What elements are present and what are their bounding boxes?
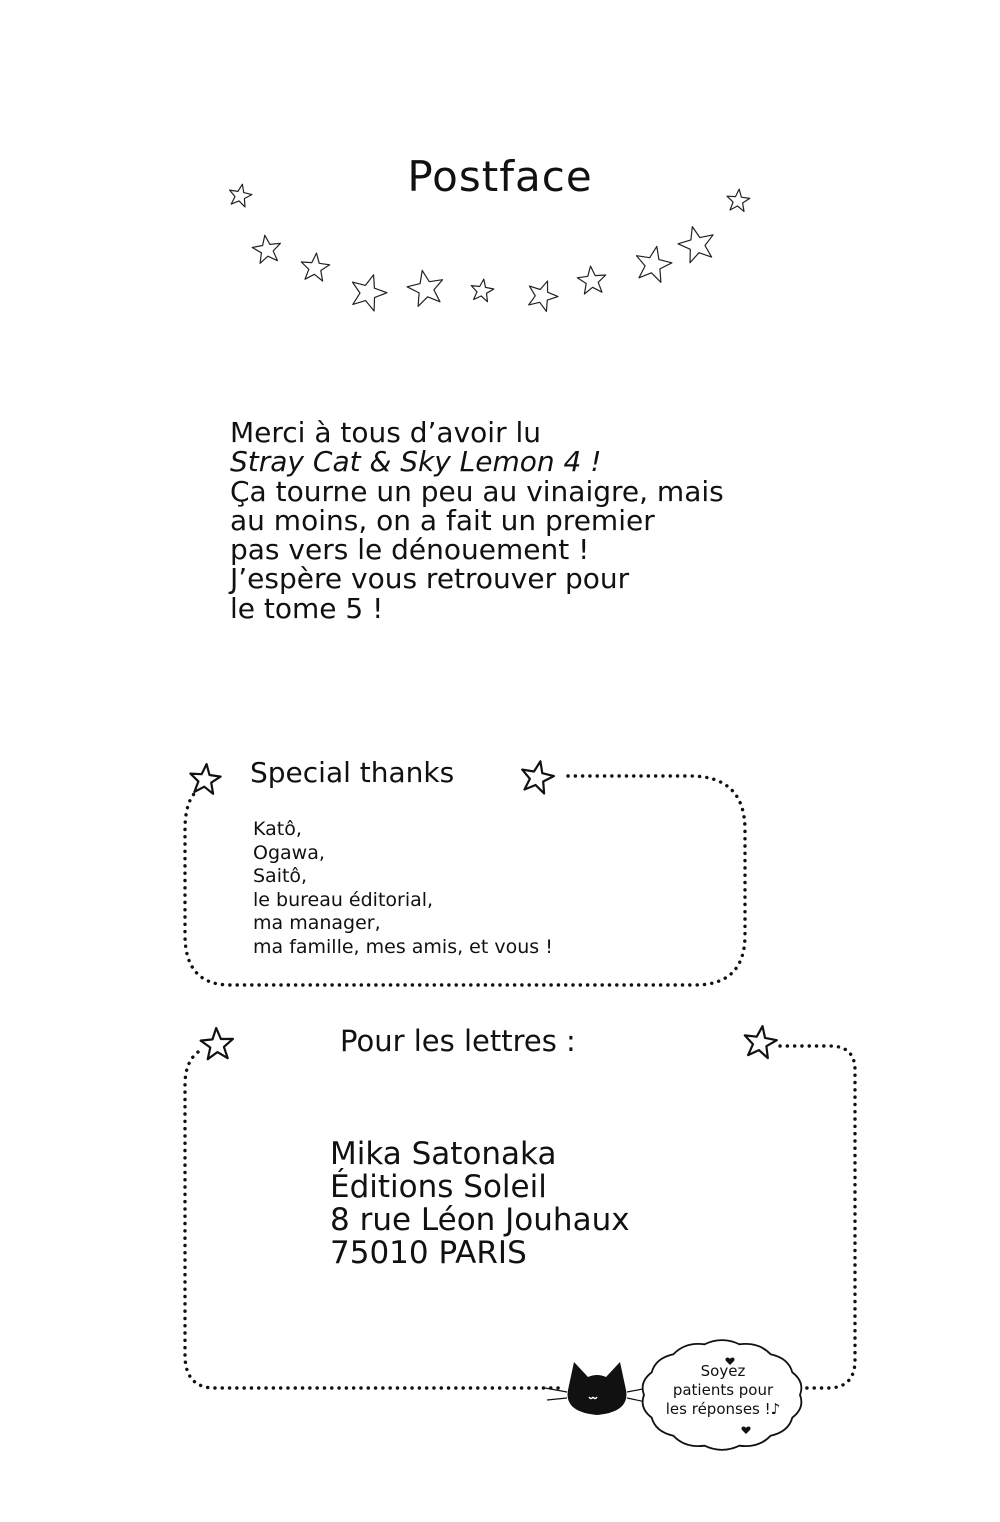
- star-icon: [407, 270, 442, 306]
- star-icon: [678, 227, 713, 263]
- bubble-line: Soyez: [700, 1362, 746, 1380]
- mailing-address: [330, 1138, 630, 1270]
- address-line: 8 rue Léon Jouhaux: [330, 1202, 630, 1238]
- star-icon: [529, 281, 558, 311]
- message-line: Ça tourne un peu au vinaigre, mais: [230, 474, 724, 508]
- address-line: 75010 PARIS: [330, 1235, 527, 1271]
- star-icon: [301, 253, 329, 281]
- message-line: Merci à tous d’avoir lu: [230, 416, 542, 449]
- thanks-item: ma famille, mes amis, et vous !: [253, 935, 553, 958]
- thanks-item: Saitô,: [253, 865, 308, 887]
- bubble-line: les réponses !♪: [665, 1400, 781, 1418]
- message-line: J’espère vous retrouver pour: [230, 562, 630, 596]
- star-icon: [230, 184, 252, 207]
- star-icon: [637, 246, 672, 282]
- star-icon: [577, 266, 605, 294]
- speech-bubble-text: [648, 1362, 798, 1419]
- thanks-item: Katô,: [253, 818, 302, 840]
- star-icon: [252, 235, 280, 263]
- page-title: Postface: [407, 152, 593, 201]
- star-garland: [230, 184, 750, 311]
- letters-heading: Pour les lettres :: [340, 1024, 576, 1058]
- cat-icon: [545, 1362, 648, 1415]
- message-line: le tome 5 !: [230, 591, 384, 625]
- thanks-heading: Special thanks: [250, 756, 455, 789]
- message-line: pas vers le dénouement !: [230, 533, 590, 567]
- bubble-line: patients pour: [672, 1381, 774, 1399]
- star-icon: [353, 275, 388, 311]
- star-icon: [745, 1026, 777, 1058]
- thanks-item: Ogawa,: [253, 841, 325, 864]
- star-icon: [727, 189, 750, 211]
- address-line: Mika Satonaka: [330, 1136, 557, 1172]
- letters-dotted-frame: [780, 1046, 855, 1388]
- thanks-item: ma manager,: [253, 912, 381, 934]
- star-icon: [190, 764, 220, 794]
- star-icon: [522, 761, 554, 793]
- thanks-list: [253, 818, 553, 959]
- address-line: Éditions Soleil: [330, 1169, 547, 1205]
- thanks-item: le bureau éditorial,: [253, 888, 434, 911]
- message-line: Stray Cat & Sky Lemon 4 !: [230, 445, 602, 479]
- postface-message: [230, 418, 790, 623]
- star-icon: [201, 1028, 233, 1059]
- message-line: au moins, on a fait un premier: [230, 503, 655, 537]
- star-icon: [471, 279, 494, 302]
